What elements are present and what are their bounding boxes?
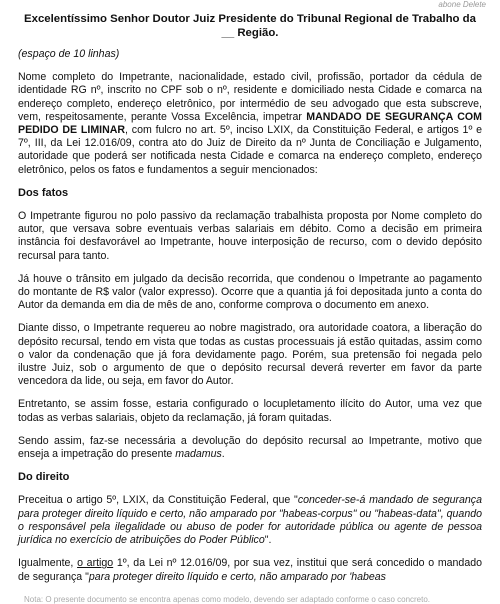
facts-paragraph-3: Diante disso, o Impetrante requereu ao nobre magistrado, ora autoridade coatora, a liberação do depósito recursal, tendo em vista que todas as custas processuais já estão quitadas, assim como o valor da condenação que já fora devidamente pago. Porém, sua pretensão foi negada pelo ilustre Juiz, sob o argumento de que o depósito recursal deverá reverter em favor da parte vencedora da lide, ou seja, em favor do Autor. <box>18 322 482 388</box>
writ-title: MANDADO DE SEGURANÇA COM PEDIDO DE LIMINAR <box>18 110 482 137</box>
facts-paragraph-4: Entretanto, se assim fosse, estaria configurado o locupletamento ilícito do Autor, uma vez que todas as verbas salariais, objeto da reclamação, já foram quitadas. <box>18 398 482 424</box>
facts-paragraph-2: Já houve o trânsito em julgado da decisão recorrida, que condenou o Impetrante ao pagamento do montante de R$ valor (valor expresso). Ocorre que a quantia já foi depositada junto a conta do Autor da demanda em dia de mês de ano, conforme comprova o documento em anexo. <box>18 272 482 312</box>
footnote: Nota: O presente documento se encontra apenas como modelo, devendo ser adaptado conforme o caso concreto. <box>24 595 431 604</box>
law-paragraph-2 <box>18 557 482 583</box>
intro-text-2: , com fulcro no art. 5º, inciso LXIX, da Constituição Federal, e artigos 1º e 7º, III, da Lei 12.016/09, contra ato do Juiz de Direito da nº Junta de Conciliação e Julgamento, autoridade que poderá ser notificada nesta Cidade e comarca na endereço completo, endereço eletrônico, pelos os fatos e fundamentos a seguir mencionados: <box>18 124 482 176</box>
petition-document <box>18 12 482 594</box>
law2-text-1: Igualmente, <box>18 557 78 570</box>
law2-quote: para proteger direito líquido e certo, não amparado por 'habeas <box>88 570 386 583</box>
law1-text-1: Preceitua o artigo 5º, LXIX, da Constituição Federal, que " <box>18 494 298 507</box>
law2-underlined: o artigo <box>77 557 114 570</box>
facts-paragraph-1: O Impetrante figurou no polo passivo da reclamação trabalhista proposta por Nome completo do autor, que versava sobre eventuais verbas salariais em débito. Como a decisão em primeira instância foi desfavorável ao Impetrante, houve interposição de recurso, com o devido depósito recursal para tanto. <box>18 210 482 262</box>
section-heading-law: Do direito <box>18 471 70 484</box>
page-corner-tag: abone Delete <box>438 0 486 9</box>
document-title <box>18 12 482 40</box>
facts-paragraph-5 <box>18 435 482 461</box>
law1-quote: conceder-se-á mandado de segurança para proteger direito líquido e certo, não amparado por "habeas-corpus" ou "habeas-data", quando o responsável pela ilegalidade ou abuso de poder for autoridade pública ou agente de pessoa jurídica no exercício de atribuições do Poder Público <box>18 494 482 547</box>
intro-paragraph <box>18 71 482 177</box>
law2-text-2: 1º, da Lei nº 12.016/09, por sua vez, institui que será concedido o mandado de segurança " <box>18 557 482 583</box>
facts-last-text-2: . <box>221 448 225 461</box>
title-line-2: __ Região. <box>221 27 279 39</box>
section-heading-facts: Dos fatos <box>18 186 69 199</box>
spacing-note: (espaço de 10 linhas) <box>18 48 120 60</box>
law-paragraph-1 <box>18 494 482 547</box>
title-line-1: Excelentíssimo Senhor Doutor Juiz Presidente do Tribunal Regional de Trabalho da <box>24 13 476 25</box>
law1-text-2: ". <box>264 534 272 547</box>
facts-last-italic: madamus <box>175 448 222 461</box>
intro-text-1: Nome completo do Impetrante, nacionalidade, estado civil, profissão, portador da cédula de identidade RG nº, inscrito no CPF sob o nº, residente e domiciliado nesta Cidade e comarca na endereço completo, endereço eletrônico, por intermédio de seu advogado que esta subscreve, vem, respeitosamente, perante Vossa Excelência, impetrar <box>18 71 482 123</box>
facts-last-text-1: Sendo assim, faz-se necessária a devolução do depósito recursal ao Impetrante, motivo que enseja a impetração do presente <box>18 434 482 461</box>
